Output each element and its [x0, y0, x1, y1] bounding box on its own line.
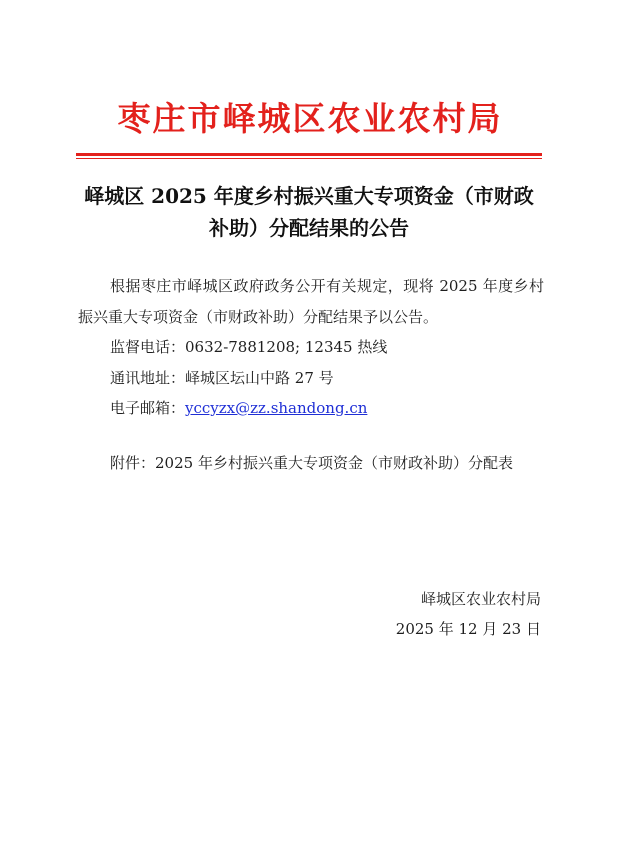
supervision-phone-line [78, 332, 544, 363]
signature-block [396, 584, 541, 644]
address-label: 通讯地址： [110, 368, 186, 387]
phone-label: 监督电话： [110, 338, 186, 356]
email-label: 电子邮箱： [110, 399, 186, 417]
address-value: 峄城区坛山中路 27 号 [185, 368, 334, 387]
phone-value: 0632-7881208; 12345 热线 [185, 338, 388, 356]
issuing-organization-header: 枣庄市峄城区农业农村局 [117, 99, 503, 138]
email-line [78, 393, 544, 424]
notice-title: 峄城区 2025 年度乡村振兴重大专项资金（市财政补助）分配结果的公告 [84, 184, 534, 240]
mailing-address-line [78, 363, 544, 394]
issuer-name: 峄城区农业农村局 [420, 590, 541, 608]
header-red-rule-thick [76, 153, 542, 156]
header-red-rule-thin [76, 158, 542, 159]
intro-paragraph: 根据枣庄市峄城区政府政务公开有关规定，现将 2025 年度乡村振兴重大专项资金（市财政补助）分配结果予以公告。 [78, 277, 544, 326]
issue-date: 2025 年 12 月 23 日 [395, 620, 541, 638]
notice-body [78, 271, 544, 478]
attachment-paragraph: 附件：2025 年乡村振兴重大专项资金（市财政补助）分配表 [110, 453, 513, 472]
email-link[interactable]: yccyzx@zz.shandong.cn [185, 399, 368, 417]
